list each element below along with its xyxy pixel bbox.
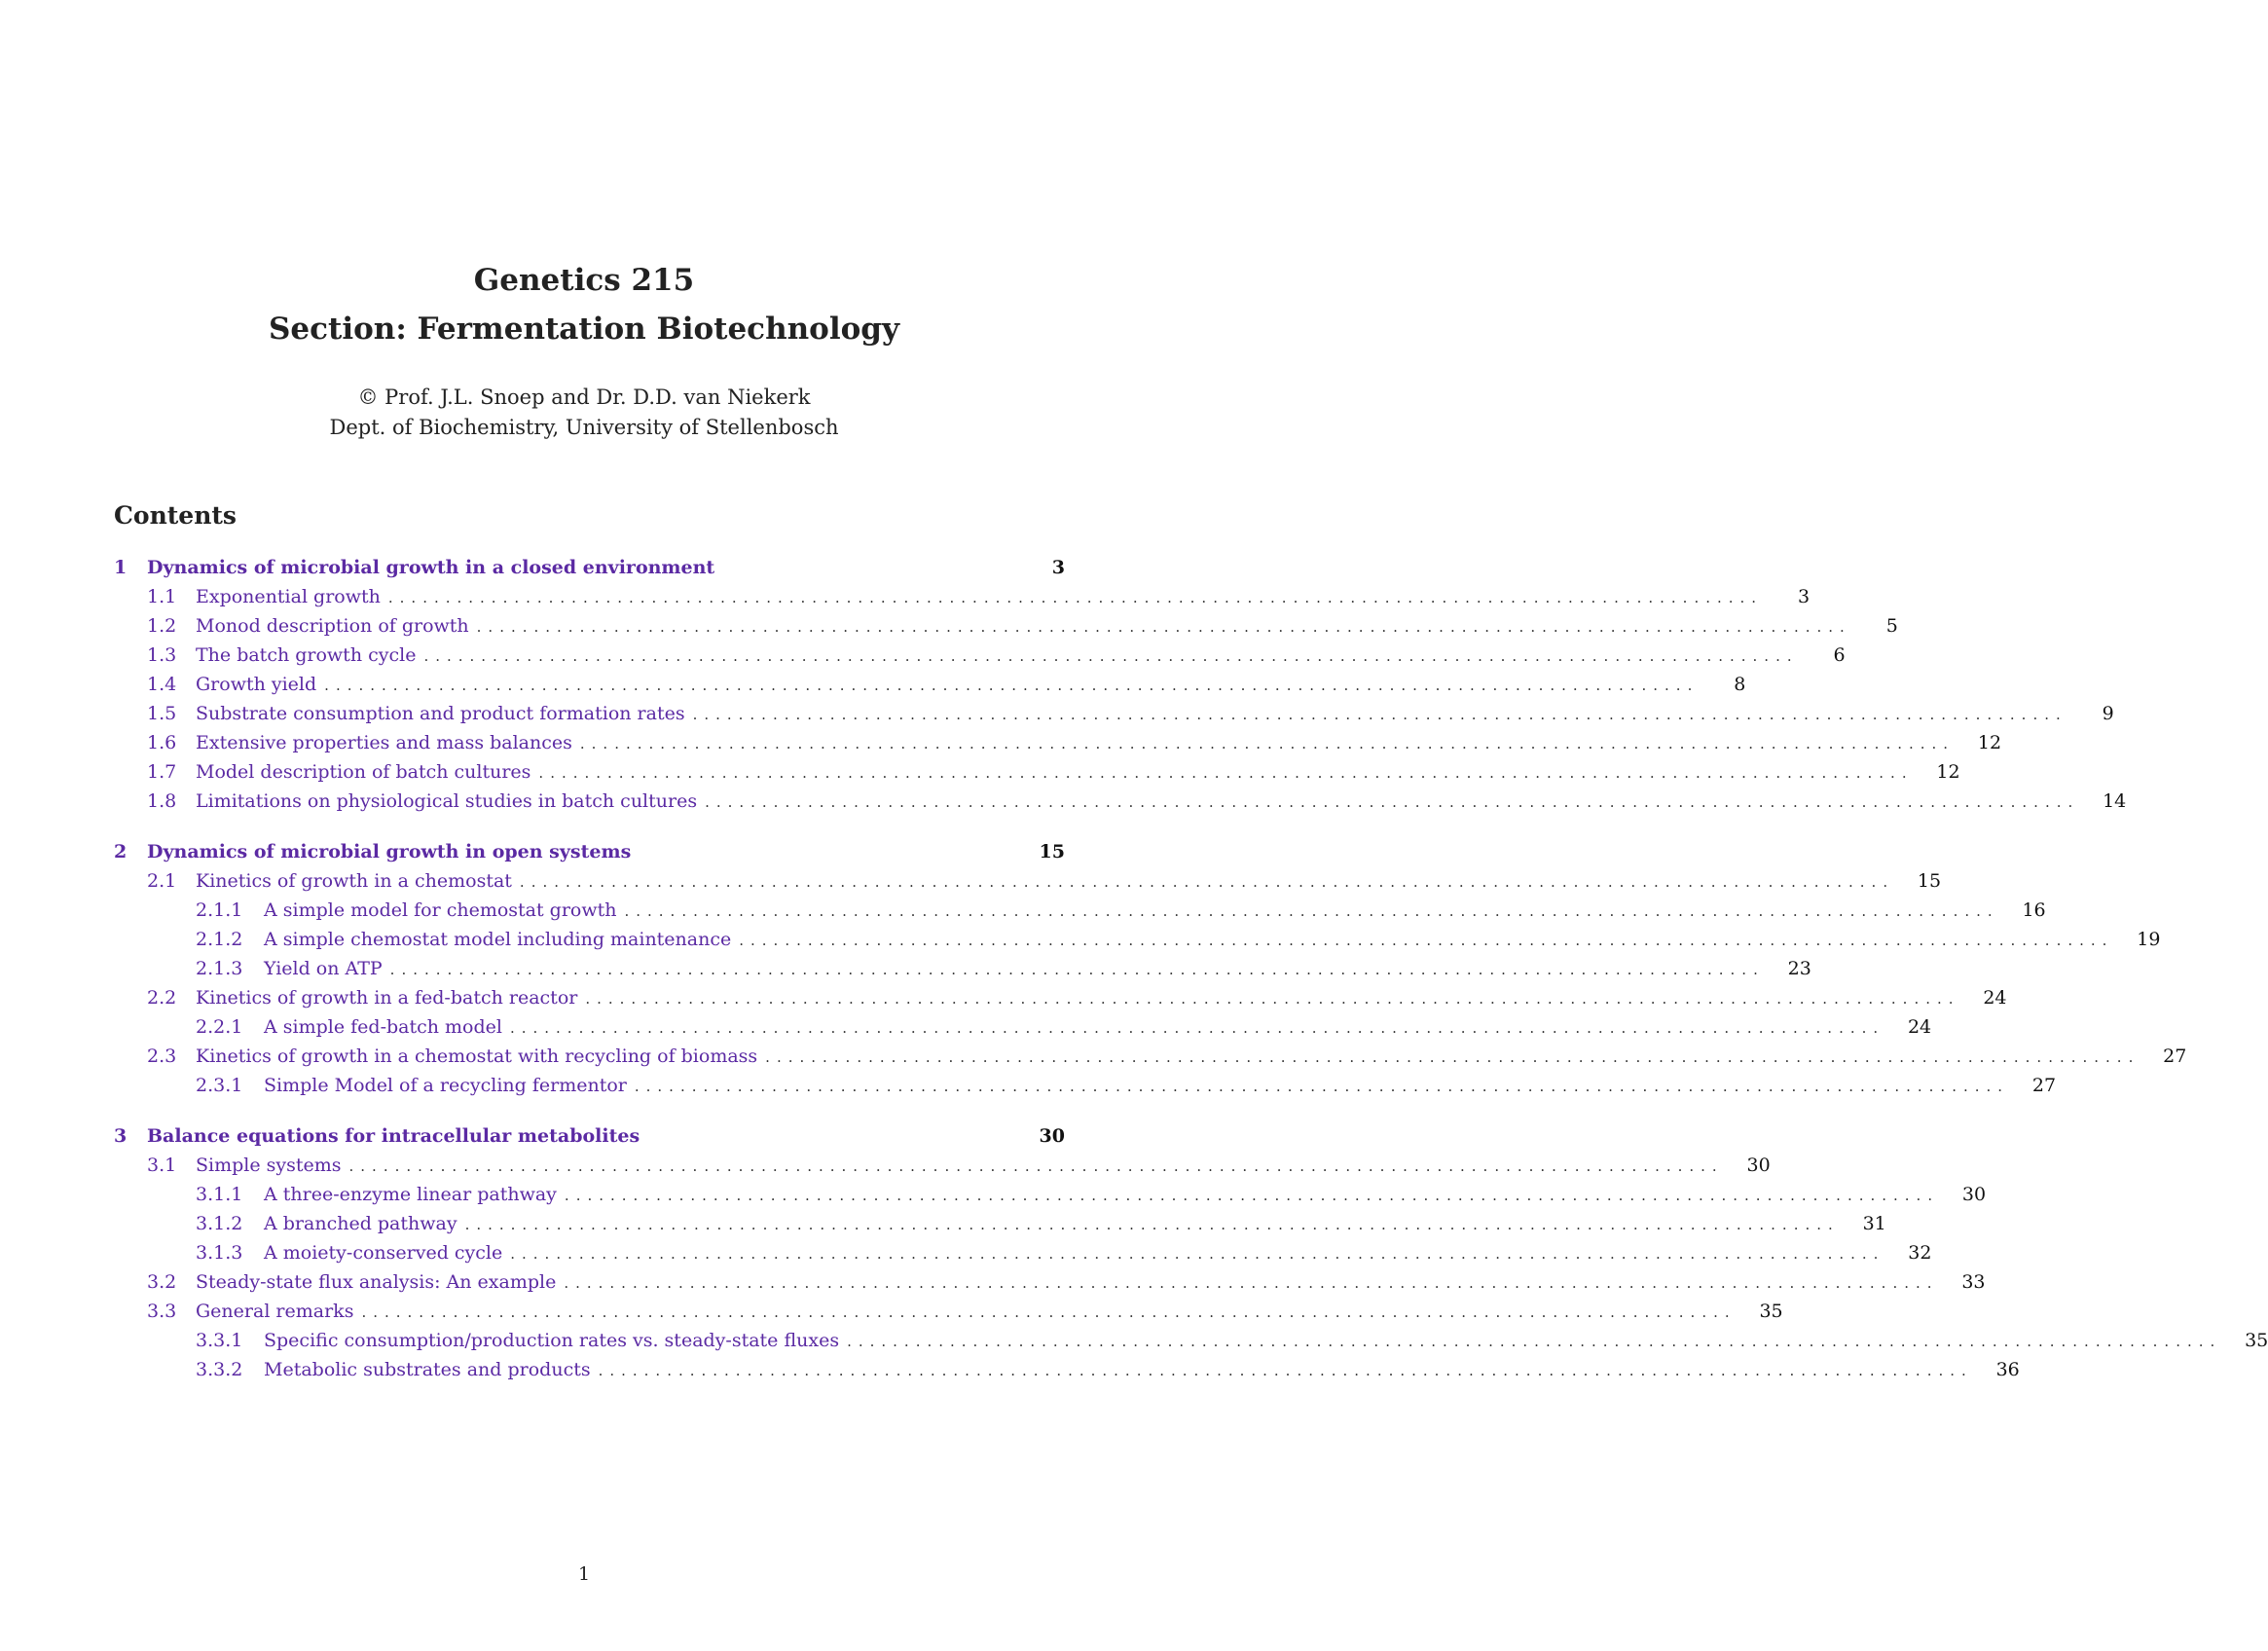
toc-entry-2-3-1[interactable] <box>114 1071 2057 1100</box>
toc-leader-dots: ........................................................................................................................ <box>538 764 1914 782</box>
page-number: 1 <box>577 1563 591 1585</box>
toc-entry-number: 3.1.2 <box>196 1213 243 1234</box>
toc-leader-dots: ........................................................................................................................ <box>739 932 2114 949</box>
toc-entry-3-1-1[interactable] <box>114 1180 1987 1209</box>
toc-leader-dots: ........................................................................................................................ <box>519 873 1895 891</box>
toc-leader-dots: ........................................................................................................................ <box>847 1333 2222 1350</box>
toc-leader-dots: ........................................................................................................................ <box>692 706 2067 723</box>
toc-entry-label[interactable]: Yield on ATP <box>264 958 383 979</box>
toc-entry-number: 1.2 <box>147 615 177 637</box>
toc-leader-dots: ........................................................................................................................ <box>585 990 1960 1008</box>
toc-leader-dots: ........................................................................................................................ <box>579 735 1956 752</box>
toc-entry-number: 2.1.1 <box>196 899 243 921</box>
toc-leader-dots: ........................................................................................................................ <box>510 1245 1885 1263</box>
toc-entry-page: 14 <box>2103 790 2127 812</box>
toc-entry-label[interactable]: A three-enzyme linear pathway <box>264 1184 557 1205</box>
toc-entry-1-4[interactable] <box>114 670 1746 699</box>
toc-entry-3[interactable] <box>114 1121 1065 1151</box>
toc-entry-number: 1.7 <box>147 761 177 783</box>
toc-leader-dots: ........................................................................................................................ <box>387 589 1764 606</box>
toc-entry-label[interactable]: The batch growth cycle <box>196 644 417 666</box>
toc-entry-3-3-2[interactable] <box>114 1355 2020 1384</box>
toc-entry-number: 1.1 <box>147 586 177 607</box>
toc-leader-dots: ........................................................................................................................ <box>624 902 1999 920</box>
toc-entry-page: 6 <box>1833 644 1846 666</box>
toc-entry-number: 3 <box>114 1125 128 1147</box>
toc-entry-label[interactable]: Balance equations for intracellular metabolites <box>147 1125 640 1147</box>
toc-entry-page: 32 <box>1908 1242 1932 1264</box>
toc-entry-number: 3.2 <box>147 1271 177 1293</box>
toc-entry-page: 30 <box>1039 1125 1065 1147</box>
toc-leader-dots: ........................................................................................................................ <box>564 1187 1940 1204</box>
toc-entry-number: 2.1.3 <box>196 958 243 979</box>
toc-entry-number: 3.1 <box>147 1155 177 1176</box>
toc-entry-page: 35 <box>1759 1301 1783 1322</box>
toc-entry-label[interactable]: Dynamics of microbial growth in a closed environment <box>147 557 715 578</box>
toc-entry-page: 3 <box>1797 586 1811 607</box>
toc-entry-2-1-1[interactable] <box>114 896 2046 925</box>
toc-entry-1[interactable] <box>114 553 1065 582</box>
toc-entry-label[interactable]: Simple Model of a recycling fermentor <box>264 1075 627 1096</box>
toc-entry-label[interactable]: Kinetics of growth in a fed-batch reactor <box>196 987 578 1009</box>
toc-entry-label[interactable]: Growth yield <box>196 674 317 695</box>
toc-leader-dots: ........................................................................................................................ <box>476 618 1851 636</box>
toc-leader-dots: ........................................................................................................................ <box>389 961 1765 978</box>
toc-entry-page: 3 <box>1051 557 1065 578</box>
toc-entry-page: 8 <box>1734 674 1746 695</box>
toc-entry-2-1-3[interactable] <box>114 954 1811 983</box>
toc-entry-number: 3.3.2 <box>196 1359 243 1380</box>
toc-entry-label[interactable]: Specific consumption/production rates vs. steady-state fluxes <box>264 1330 840 1351</box>
toc-leader-dots: ........................................................................................................................ <box>598 1362 1973 1379</box>
toc-entry-3-3-1[interactable] <box>114 1326 2268 1355</box>
toc-entry-1-2[interactable] <box>114 611 1898 641</box>
toc-entry-label[interactable]: Monod description of growth <box>196 615 469 637</box>
toc-entry-1-3[interactable] <box>114 641 1846 670</box>
toc-entry-3-1[interactable] <box>114 1151 1771 1180</box>
contents-heading: Contents <box>114 501 238 530</box>
toc-entry-label[interactable]: General remarks <box>196 1301 354 1322</box>
toc-leader-dots: ........................................................................................................................ <box>564 1274 1939 1292</box>
toc-entry-page: 30 <box>1961 1184 1987 1205</box>
toc-entry-label[interactable]: A simple chemostat model including maintenance <box>264 929 732 950</box>
toc-entry-page: 12 <box>1936 761 1960 783</box>
department-line: Dept. of Biochemistry, University of Stellenbosch <box>329 416 839 439</box>
toc-entry-number: 2 <box>114 841 128 862</box>
toc-entry-label[interactable]: Dynamics of microbial growth in open systems <box>147 841 632 862</box>
toc-entry-label[interactable]: A simple fed-batch model <box>264 1016 502 1038</box>
toc-entry-2[interactable] <box>114 837 1065 866</box>
toc-entry-label[interactable]: Steady-state flux analysis: An example <box>196 1271 557 1293</box>
toc-entry-2-2[interactable] <box>114 983 2007 1012</box>
toc-entry-1-1[interactable] <box>114 582 1811 611</box>
toc-entry-number: 3.1.3 <box>196 1242 243 1264</box>
toc-entry-page: 15 <box>1917 870 1942 892</box>
toc-entry-page: 15 <box>1039 841 1065 862</box>
toc-leader-dots: ........................................................................................................................ <box>423 647 1799 665</box>
document-title: Genetics 215 <box>473 263 695 298</box>
toc-entry-number: 3.1.1 <box>196 1184 243 1205</box>
toc-entry-number: 2.2 <box>147 987 177 1009</box>
toc-entry-page: 24 <box>1983 987 2007 1009</box>
toc-entry-page: 12 <box>1977 732 2002 753</box>
table-of-contents <box>114 553 2268 1384</box>
toc-leader-dots: ........................................................................................................................ <box>361 1303 1737 1321</box>
toc-entry-page: 23 <box>1787 958 1811 979</box>
toc-entry-label[interactable]: A moiety-conserved cycle <box>264 1242 503 1264</box>
toc-entry-label[interactable]: Exponential growth <box>196 586 381 607</box>
toc-entry-page: 36 <box>1995 1359 2020 1380</box>
toc-entry-2-1[interactable] <box>114 866 1942 896</box>
toc-entry-1-5[interactable] <box>114 699 2114 728</box>
toc-entry-page: 27 <box>2031 1075 2057 1096</box>
toc-entry-1-7[interactable] <box>114 757 1960 787</box>
toc-entry-number: 2.2.1 <box>196 1016 243 1038</box>
toc-entry-number: 2.3 <box>147 1046 177 1067</box>
toc-leader-dots: ........................................................................................................................ <box>705 793 2080 811</box>
toc-entry-3-1-3[interactable] <box>114 1238 1932 1267</box>
toc-leader-dots: ........................................................................................................................ <box>348 1157 1724 1175</box>
toc-entry-number: 2.3.1 <box>196 1075 243 1096</box>
toc-entry-label[interactable]: Limitations on physiological studies in batch cultures <box>196 790 698 812</box>
toc-entry-number: 1.5 <box>147 703 177 724</box>
toc-entry-number: 3.3.1 <box>196 1330 243 1351</box>
toc-entry-number: 1.3 <box>147 644 177 666</box>
toc-leader-dots: ........................................................................................................................ <box>634 1078 2010 1095</box>
toc-entry-page: 27 <box>2163 1046 2187 1067</box>
toc-entry-1-8[interactable] <box>114 787 2127 816</box>
toc-entry-number: 2.1 <box>147 870 177 892</box>
toc-leader-dots: ........................................................................................................................ <box>464 1216 1840 1233</box>
toc-entry-number: 3.3 <box>147 1301 177 1322</box>
toc-entry-label[interactable]: Model description of batch cultures <box>196 761 531 783</box>
toc-entry-page: 16 <box>2022 899 2046 921</box>
toc-entry-label[interactable]: Metabolic substrates and products <box>264 1359 591 1380</box>
toc-entry-number: 1.6 <box>147 732 177 753</box>
toc-entry-label[interactable]: Substrate consumption and product formation rates <box>196 703 685 724</box>
toc-entry-2-3[interactable] <box>114 1042 2187 1071</box>
toc-entry-page: 33 <box>1961 1271 1986 1293</box>
toc-entry-label[interactable]: Extensive properties and mass balances <box>196 732 572 753</box>
toc-entry-3-1-2[interactable] <box>114 1209 1886 1238</box>
document-subtitle: Section: Fermentation Biotechnology <box>269 312 899 347</box>
toc-entry-label[interactable]: A simple model for chemostat growth <box>264 899 617 921</box>
toc-entry-page: 24 <box>1907 1016 1932 1038</box>
toc-entry-2-1-2[interactable] <box>114 925 2161 954</box>
toc-leader-dots: ........................................................................................................................ <box>765 1048 2140 1066</box>
toc-entry-page: 31 <box>1862 1213 1886 1234</box>
toc-entry-label[interactable]: A branched pathway <box>264 1213 457 1234</box>
toc-entry-3-2[interactable] <box>114 1267 1986 1297</box>
toc-leader-dots: ........................................................................................................................ <box>324 677 1700 694</box>
toc-leader-dots: ........................................................................................................................ <box>509 1019 1885 1037</box>
toc-entry-number: 1.4 <box>147 674 177 695</box>
toc-entry-3-3[interactable] <box>114 1297 1783 1326</box>
toc-entry-label[interactable]: Simple systems <box>196 1155 342 1176</box>
authors-line: © Prof. J.L. Snoep and Dr. D.D. van Niekerk <box>357 385 811 409</box>
toc-entry-label[interactable]: Kinetics of growth in a chemostat with recycling of biomass <box>196 1046 758 1067</box>
toc-entry-page: 35 <box>2245 1330 2268 1351</box>
toc-entry-page: 5 <box>1885 615 1898 637</box>
toc-entry-number: 2.1.2 <box>196 929 243 950</box>
toc-entry-1-6[interactable] <box>114 728 2002 757</box>
toc-entry-number: 1.8 <box>147 790 177 812</box>
toc-entry-number: 1 <box>114 557 128 578</box>
toc-entry-page: 19 <box>2137 929 2161 950</box>
toc-entry-2-2-1[interactable] <box>114 1012 1932 1042</box>
toc-entry-page: 30 <box>1746 1155 1771 1176</box>
toc-entry-label[interactable]: Kinetics of growth in a chemostat <box>196 870 512 892</box>
toc-entry-page: 9 <box>2102 703 2114 724</box>
